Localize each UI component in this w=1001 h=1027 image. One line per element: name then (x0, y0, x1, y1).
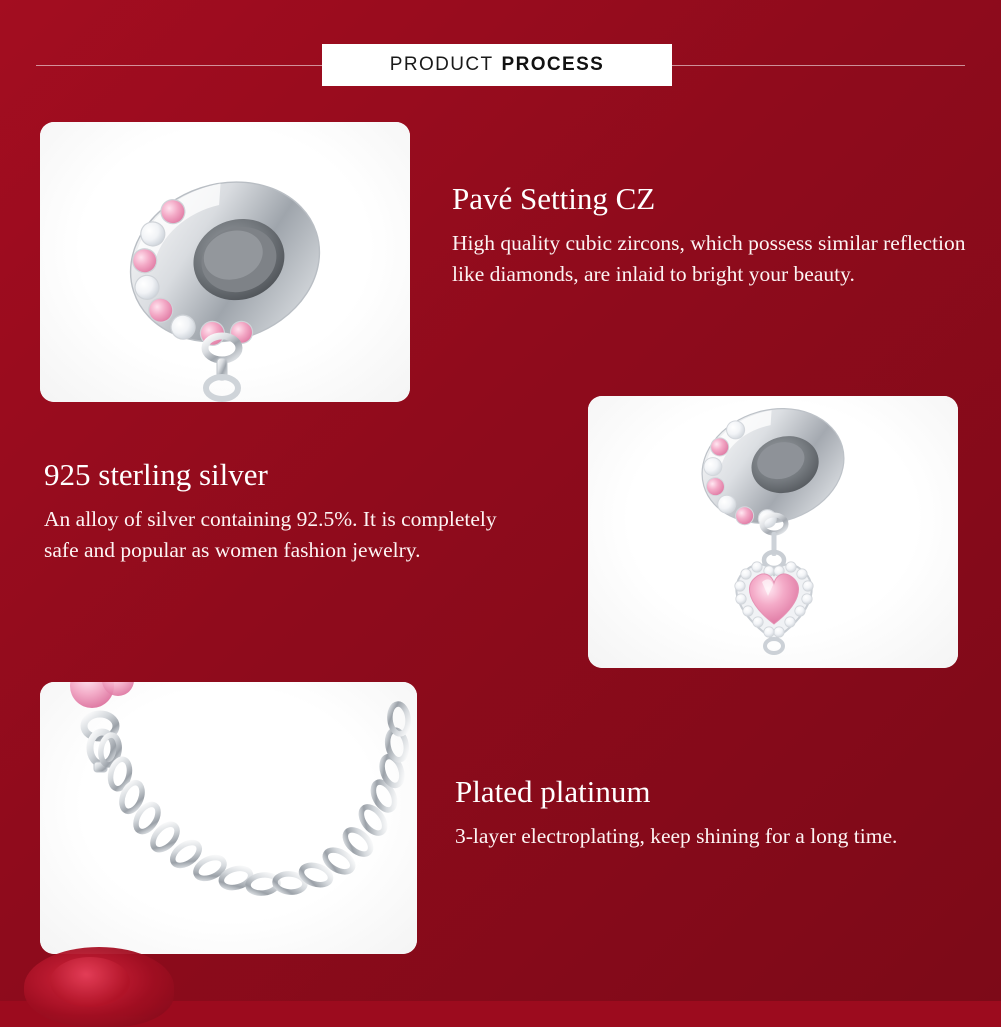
heart-pendant-illustration (588, 396, 958, 668)
section-silver-text (44, 458, 514, 566)
silver-chain-photo (40, 682, 417, 954)
section-silver-body: An alloy of silver containing 92.5%. It is completely safe and popular as women fashion jewelry. (44, 507, 497, 563)
section-plated-text (455, 775, 925, 852)
section-pave-text (452, 182, 972, 290)
heart-pendant-charm-photo (588, 396, 958, 668)
section-plated-heading: Plated platinum (455, 774, 651, 809)
page-title-light: PRODUCT (389, 54, 494, 75)
section-pave-body: High quality cubic zircons, which possess similar reflection like diamonds, are inlaid to bright your beauty. (452, 231, 966, 287)
rose-decoration (24, 947, 174, 1027)
page-header (0, 44, 1001, 86)
section-plated-body: 3-layer electroplating, keep shining for a long time. (455, 824, 898, 849)
pave-charm-illustration (40, 122, 410, 402)
section-pave-heading: Pavé Setting CZ (452, 181, 656, 216)
pave-setting-charm-photo (40, 122, 410, 402)
chain-illustration (40, 682, 417, 954)
section-silver-heading: 925 sterling silver (44, 457, 268, 492)
page-title-bold: PROCESS (501, 54, 605, 75)
page-title (322, 44, 672, 86)
